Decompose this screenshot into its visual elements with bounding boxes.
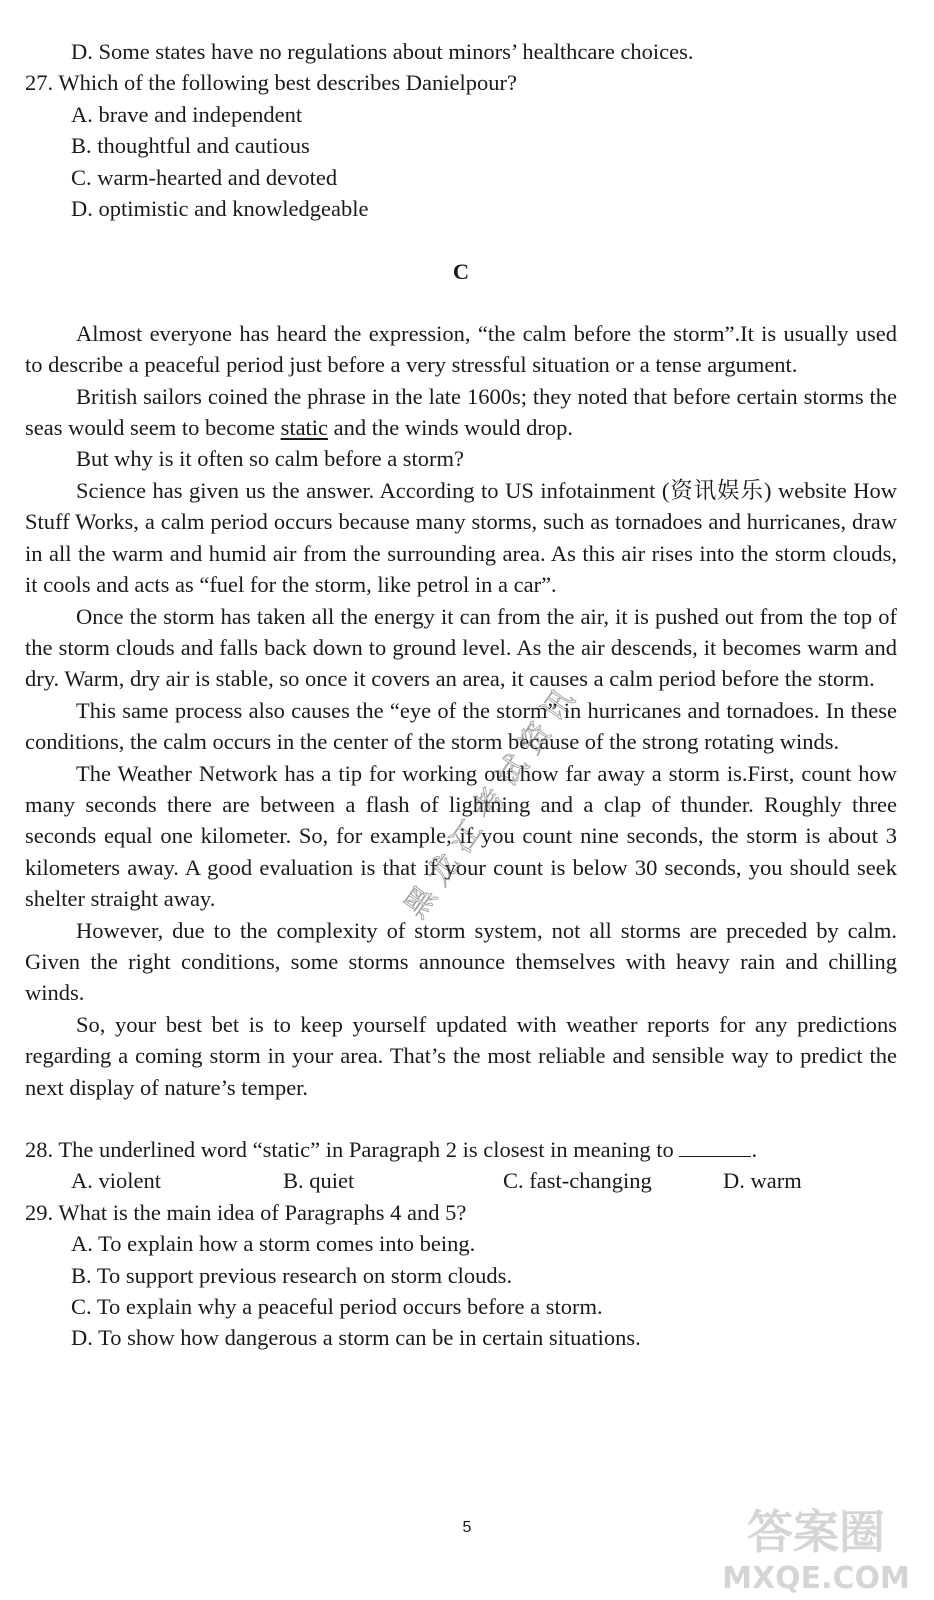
svg-text:MXQE.COM: MXQE.COM (722, 1561, 910, 1596)
exam-page (25, 36, 897, 1354)
paragraph-2 (25, 381, 897, 444)
q29-option-c: C. To explain why a peaceful period occurs before a storm. (71, 1294, 603, 1320)
paragraph-6: This same process also causes the “eye of the storm” in hurricanes and tornadoes. In these conditions, the calm occurs in the center of the storm because of the strong rotating winds. (25, 697, 897, 755)
paragraph-9: So, your best bet is to keep yourself updated with weather reports for any predictions regarding a coming storm in your area. That’s the most reliable and sensible way to predict the next display of nature’s temper. (25, 1011, 897, 1100)
svg-text:黑龙江考试资讯: 黑龙江考试资讯 (397, 675, 588, 925)
q27-option-a: A. brave and independent (71, 101, 303, 127)
q28-option-b: B. quiet (283, 1168, 355, 1194)
paragraph-2-text-before: British sailors coined the phrase in the late 1600s; they noted that before certain storms the seas would seem to become (25, 383, 897, 441)
q27-option-d: D. optimistic and knowledgeable (71, 196, 369, 222)
q29-stem: 29. What is the main idea of Paragraphs 4 and 5? (25, 1199, 467, 1225)
answer-blank (679, 1136, 751, 1157)
paragraph-1: Almost everyone has heard the expression, “the calm before the storm”.It is usually used to describe a peaceful period just before a very stressful situation or a tense argument. (25, 320, 897, 378)
site-logo-watermark (706, 1496, 926, 1596)
q29-option-b: B. To support previous research on storm clouds. (71, 1262, 513, 1288)
q29-option-d: D. To show how dangerous a storm can be in certain situations. (71, 1325, 641, 1351)
underlined-word-static: static (280, 415, 329, 441)
q28-stem-end: . (751, 1137, 758, 1162)
q28-option-d: D. warm (723, 1168, 802, 1194)
q28-stem (25, 1134, 897, 1165)
q26-option-d: D. Some states have no regulations about minors’ healthcare choices. (71, 39, 694, 64)
page-number: 5 (462, 1519, 472, 1536)
q27-option-c: C. warm-hearted and devoted (71, 164, 338, 190)
paragraph-8: However, due to the complexity of storm system, not all storms are preceded by calm. Given the right conditions, some storms announce themselves with heavy rain and chilling winds. (25, 917, 897, 1006)
q27-option-b: B. thoughtful and cautious (71, 133, 310, 159)
paragraph-3: But why is it often so calm before a storm? (76, 446, 465, 472)
q28-options-row (25, 1165, 897, 1196)
q29-option-a: A. To explain how a storm comes into being. (71, 1231, 476, 1257)
section-heading: C (452, 259, 470, 285)
question-28 (25, 1134, 897, 1197)
question-29 (25, 1197, 897, 1354)
reading-passage (25, 318, 897, 1103)
question-27 (25, 67, 897, 224)
q28-option-c: C. fast-changing (503, 1168, 652, 1194)
paragraph-2-text-after: and the winds would drop. (333, 415, 574, 441)
paragraph-7: The Weather Network has a tip for working out how far away a storm is.First, count how many seconds there are between a flash of lightning and a clap of thunder. Roughly three seconds equal one kilometer. So, for example, if you count nine seconds, the storm is about 3 kilometers away. A good evaluation is that if your count is below 30 seconds, you should seek shelter straight away. (25, 760, 897, 912)
paragraph-5: Once the storm has taken all the energy it can from the air, it is pushed out from the top of the storm clouds and falls back down to ground level. As the air descends, it becomes warm and dry. Warm, dry air is stable, so once it covers an area, it causes a calm period before the storm. (25, 603, 897, 692)
q28-option-a: A. violent (71, 1168, 161, 1194)
svg-text:答案圈: 答案圈 (747, 1505, 885, 1559)
paragraph-4: Science has given us the answer. According to US infotainment (资讯娱乐) website How Stuff Works, a calm period occurs because many storms, such as tornadoes and hurricanes, draw in all the warm and humid air from the surrounding area. As this air rises into the storm clouds, it cools and acts as “fuel for the storm, like petrol in a car”. (25, 477, 897, 598)
q28-stem-text: 28. The underlined word “static” in Paragraph 2 is closest in meaning to (25, 1137, 674, 1162)
q27-stem: 27. Which of the following best describes Danielpour? (25, 70, 517, 96)
